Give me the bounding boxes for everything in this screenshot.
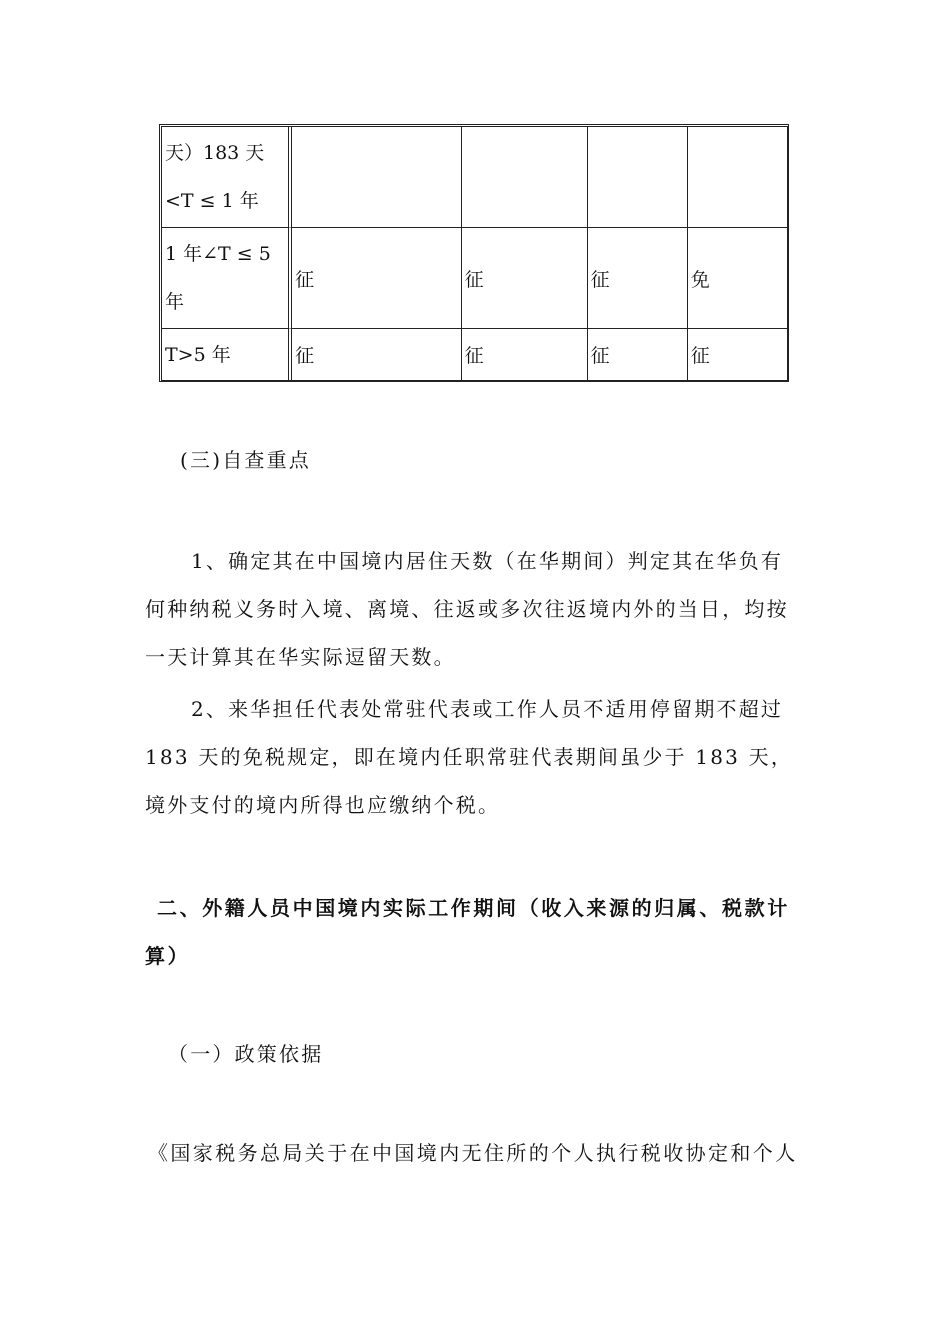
table-cell bbox=[688, 127, 787, 228]
subsection-one-heading: （一）政策依据 bbox=[168, 1042, 324, 1066]
table-cell: 征 bbox=[690, 345, 710, 367]
row-label bbox=[162, 329, 292, 380]
self-check-point-2: 2、来华担任代表处常驻代表或工作人员不适用停留期不超过 183 天的免税规定，即在境内任职常驻代表期间虽少于 183 天，境外支付的境内所得也应缴纳个税。 bbox=[145, 697, 794, 817]
self-check-point-1: 1、确定其在中国境内居住天数（在华期间）判定其在华负有何种纳税义务时入境、离境、往返或多次往返境内外的当日，均按一天计算其在华实际逗留天数。 bbox=[145, 549, 789, 669]
table-cell: 征 bbox=[462, 329, 588, 380]
tax-obligation-table bbox=[159, 124, 789, 382]
row-label-line: 天）183 天 bbox=[165, 142, 265, 164]
table-row bbox=[162, 329, 787, 380]
row-label-line: 1 年∠T ≤ 5 bbox=[165, 243, 271, 265]
policy-basis-text: 《国家税务总局关于在中国境内无住所的个人执行税收协定和个人 bbox=[148, 1141, 798, 1165]
row-label bbox=[162, 127, 292, 228]
table-cell: 征 bbox=[292, 329, 461, 380]
table-cell bbox=[292, 127, 461, 228]
row-label-line: 年 bbox=[165, 291, 185, 313]
table-row bbox=[162, 228, 787, 329]
table-cell bbox=[588, 127, 688, 228]
table-cell bbox=[462, 127, 588, 228]
section-two-heading: 二、外籍人员中国境内实际工作期间（收入来源的归属、税款计算） bbox=[145, 896, 790, 968]
table-cell: 征 bbox=[588, 228, 688, 329]
table-cell: 征 bbox=[462, 228, 588, 329]
table-row bbox=[162, 127, 787, 228]
table-cell: 征 bbox=[292, 228, 461, 329]
row-label-line: <T ≤ 1 年 bbox=[165, 190, 259, 212]
section-three-heading: (三)自查重点 bbox=[180, 448, 312, 472]
row-label-line: T>5 年 bbox=[165, 343, 231, 366]
table-cell: 征 bbox=[588, 329, 688, 380]
table-cell: 免 bbox=[688, 228, 787, 329]
row-label bbox=[162, 228, 292, 329]
